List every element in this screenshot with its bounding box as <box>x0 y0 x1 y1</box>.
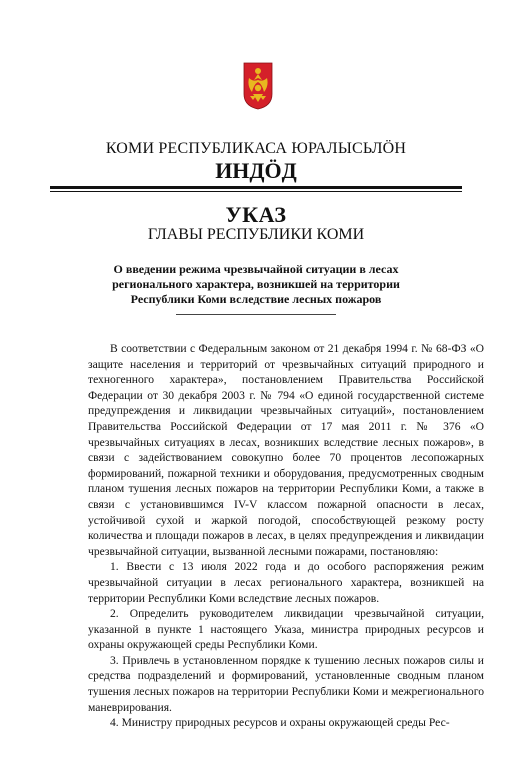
coat-of-arms-icon <box>243 62 273 110</box>
document-body <box>88 341 484 731</box>
document-type-komi: ИНДӦД <box>215 158 297 183</box>
header-rule-thin <box>50 191 462 192</box>
preamble-paragraph: В соответствии с Федеральным законом от 21 декабря 1994 г. № 68-ФЗ «О защите населения и территорий от чрезвычайных ситуаций природного и техногенного характера», постановлением Правительства Российской Федерации от 30 декабря 2003 г. № 794 «О единой государственной системе предупреждения и ликвидации чрезвычайных ситуаций», постановлением Правительства Российской Федерации от 17 мая 2011 г. № 376 «О чрезвычайных ситуациях в лесах, возникших вследствие лесных пожаров», в связи с задействованием совокупно более 70 процентов лесопожарных формирований, пожарной техники и оборудования, предусмотренных сводным планом тушения лесных пожаров на территории Республики Коми, а также в связи с установившимся IV-V классом пожарной опасности в лесах, устойчивой сухой и жаркой погодой, способствующей резкому росту количества и площади пожаров в лесах, в целях предупреждения и ликвидации чрезвычайной ситуации, вызванной лесными пожарами, постановляю: <box>88 342 484 558</box>
header-rule-thick <box>50 186 462 189</box>
subject-underline <box>176 314 336 315</box>
clause-4: 4. Министру природных ресурсов и охраны окружающей среды Рес- <box>110 716 450 730</box>
issuer-name-komi: КОМИ РЕСПУБЛИКАСА ЮРАЛЫСЬЛӦН <box>105 140 407 157</box>
clause-2: 2. Определить руководителем ликвидации чрезвычайной ситуации, указанной в пункте 1 настоящего Указа, министра природных ресурсов и охраны окружающей среды Республики Коми. <box>88 607 484 652</box>
clause-1: 1. Ввести с 13 июля 2022 года и до особого распоряжения режим чрезвычайной ситуации в лесах регионального характера, возникшей на территории Республики Коми вследствие лесных пожаров. <box>88 560 484 605</box>
document-title: УКАЗ <box>225 202 287 227</box>
document-subtitle: ГЛАВЫ РЕСПУБЛИКИ КОМИ <box>147 226 365 243</box>
clause-3: 3. Привлечь в установленном порядке к тушению лесных пожаров силы и средства подразделений и формирований, установленные сводным планом тушения лесных пожаров на территории Республики Коми и межрегионального маневрирования. <box>88 653 484 714</box>
document-subject: О введении режима чрезвычайной ситуации в лесах регионального характера, возникшей на территории Республики Коми вследствие лесных пожаров <box>112 262 400 306</box>
